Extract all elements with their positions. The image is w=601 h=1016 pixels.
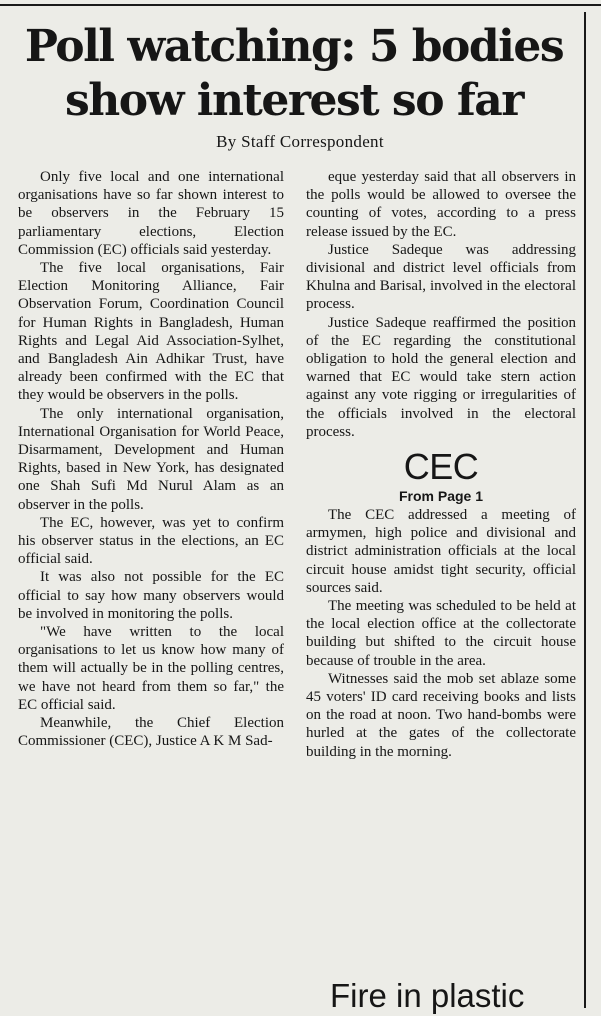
paragraph: "We have written to the local organisations to let us know how many of them will actually be in the polling centres, we have not heard from them so far," the EC official said.: [18, 624, 284, 713]
paragraph: The EC, however, was yet to confirm his observer status in the elections, an EC official said.: [18, 514, 284, 568]
paragraph: Justice Sadeque was addressing divisional and district level officials from Khulna and Barisal, involved in the electoral process.: [306, 241, 576, 313]
paragraph: It was also not possible for the EC official to say how many observers would be involved in monitoring the polls.: [18, 569, 284, 622]
paragraph: Justice Sadeque reaffirmed the position of the EC regarding the constitutional obligation to hold the general election and warned that EC would take stern action against any vote rigging or irregularities of the officials involved in the electoral process.: [306, 314, 576, 440]
paragraph: The CEC addressed a meeting of armymen, high police and divisional and district administration officials at the local circuit house amidst tight security, official sources said.: [306, 507, 576, 596]
top-rule: [0, 4, 601, 6]
right-column: [306, 168, 576, 761]
next-story-headline: Fire in plastic: [330, 977, 525, 1014]
paragraph: Only five local and one international organisations have so far shown interest to be observers in the February 15 parliamentary elections, Election Commission (EC) officials said yesterday.: [18, 169, 284, 258]
left-column: [18, 168, 284, 751]
paragraph: Meanwhile, the Chief Election Commissioner (CEC), Justice A K M Sad-: [18, 715, 284, 750]
paragraph: Witnesses said the mob set ablaze some 45 voters' ID card receiving books and lists on the road at noon. Two hand-bombs were hurled at the gates of the collectorate building in the morning.: [306, 670, 576, 760]
paragraph: The meeting was scheduled to be held at the local election office at the collectorate building but shifted to the circuit house because of trouble in the area.: [306, 598, 576, 669]
jump-line: From Page 1: [398, 488, 484, 505]
paragraph: The five local organisations, Fair Election Monitoring Alliance, Fair Observation Forum, Coordination Council for Human Rights in Bangladesh, Human Rights and Legal Aid Association-Sylhet, and Bangladesh Ain Adhikar Trust, have already been confirmed with the EC that they would be observers in the polls.: [18, 260, 284, 404]
column-rule: [584, 12, 586, 1008]
paragraph: The only international organisation, International Organisation for World Peace, Disarmament, Development and Human Rights, based in New York, has designated one Shah Sufi Md Nurul Alam as an observer in the polls.: [18, 405, 284, 513]
sub-story-heading: CEC: [403, 446, 479, 488]
headline-line-2: show interest so far: [65, 75, 523, 126]
paragraph: eque yesterday said that all observers in the polls would be allowed to oversee the counting of votes, according to a press release issued by the EC.: [306, 169, 576, 240]
headline-line-1: Poll watching: 5 bodies: [24, 21, 564, 72]
byline: By Staff Correspondent: [216, 132, 384, 151]
headline: [8, 20, 580, 128]
